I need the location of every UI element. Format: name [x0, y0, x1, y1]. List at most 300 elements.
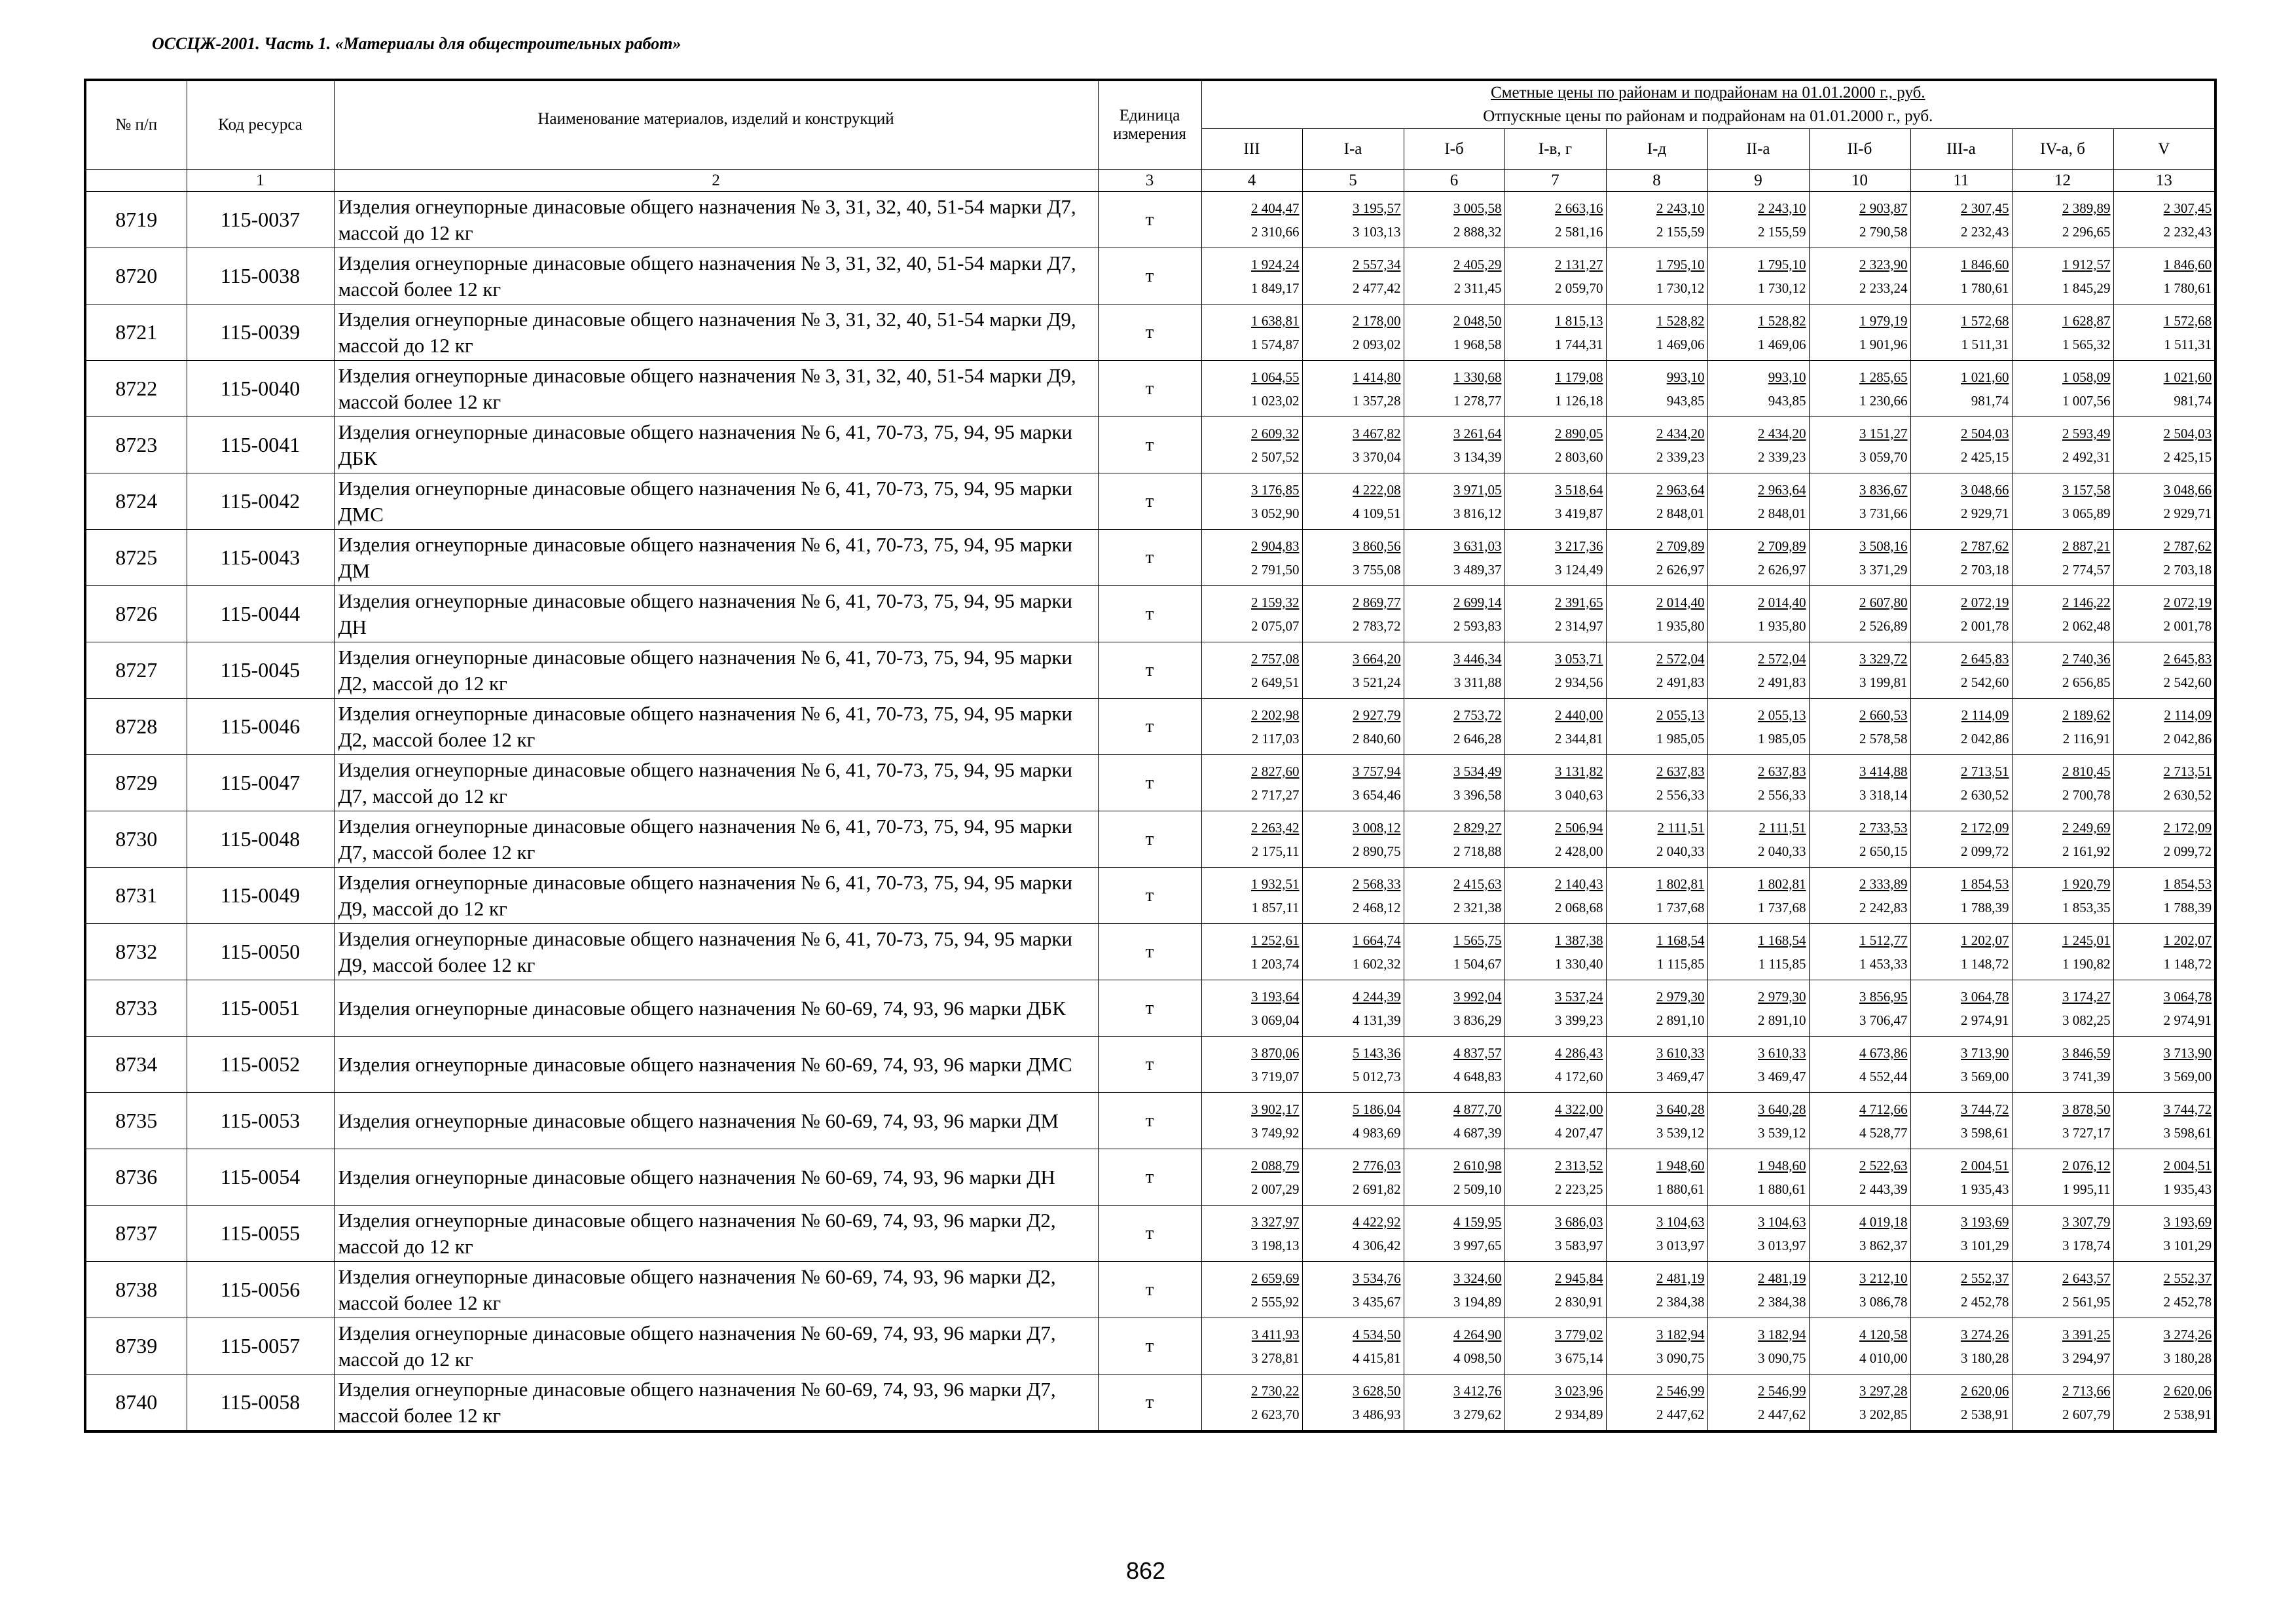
release-price: 2 099,72	[2163, 843, 2212, 859]
price-cell	[1809, 868, 1910, 924]
unit-of-measure: т	[1098, 755, 1201, 811]
price-cell	[1404, 1206, 1504, 1262]
estimated-price: 3 446,34	[1453, 650, 1502, 667]
material-name: Изделия огнеупорные динасовые общего назначения № 3, 31, 32, 40, 51-54 марки Д7, массой более 12 кг	[334, 248, 1098, 304]
table-row	[85, 1206, 2215, 1262]
estimated-price: 3 902,17	[1251, 1101, 1300, 1117]
estimated-price: 993,10	[1768, 369, 1806, 385]
row-number: 8724	[85, 473, 187, 530]
estimated-price: 3 713,90	[1961, 1044, 2009, 1061]
release-price: 2 007,29	[1251, 1181, 1300, 1197]
price-cell	[1809, 1149, 1910, 1206]
table-row	[85, 473, 2215, 530]
estimated-price: 2 713,66	[2062, 1382, 2111, 1399]
price-cell	[1707, 473, 1809, 530]
row-number: 8734	[85, 1037, 187, 1093]
estimated-price: 1 815,13	[1555, 312, 1603, 329]
release-price: 1 935,80	[1758, 618, 1806, 634]
price-cell	[2012, 192, 2113, 248]
estimated-price: 3 131,82	[1555, 763, 1603, 779]
price-cell	[1910, 1262, 2012, 1318]
release-price: 1 023,02	[1251, 392, 1300, 409]
unit-of-measure: т	[1098, 642, 1201, 699]
estimated-price: 2 481,19	[1656, 1270, 1705, 1286]
estimated-price: 1 168,54	[1656, 932, 1705, 948]
estimated-price: 4 019,18	[1859, 1213, 1908, 1230]
price-cell	[1504, 699, 1606, 755]
estimated-price: 3 182,94	[1758, 1326, 1806, 1342]
price-cell	[2012, 1093, 2113, 1149]
estimated-price: 3 176,85	[1251, 481, 1300, 498]
estimated-price: 2 709,89	[1656, 538, 1705, 554]
table-row	[85, 192, 2215, 248]
unit-of-measure: т	[1098, 1149, 1201, 1206]
price-cell	[1302, 1037, 1404, 1093]
estimated-price: 4 264,90	[1453, 1326, 1502, 1342]
release-price: 2 075,07	[1251, 618, 1300, 634]
row-number: 8733	[85, 980, 187, 1037]
table-row	[85, 980, 2215, 1037]
price-cell	[1302, 642, 1404, 699]
release-price: 2 452,78	[1961, 1293, 2009, 1310]
row-number: 8736	[85, 1149, 187, 1206]
material-name: Изделия огнеупорные динасовые общего назначения № 6, 41, 70-73, 75, 94, 95 марки Д2, массой более 12 кг	[334, 699, 1098, 755]
unit-of-measure: т	[1098, 868, 1201, 924]
column-number: 8	[1606, 170, 1707, 192]
price-cell	[1404, 1262, 1504, 1318]
price-cell	[2113, 1149, 2215, 1206]
release-price: 2 491,83	[1758, 674, 1806, 690]
estimated-price: 3 860,56	[1353, 538, 1401, 554]
release-price: 4 983,69	[1353, 1124, 1401, 1141]
release-price: 3 539,12	[1656, 1124, 1705, 1141]
unit-of-measure: т	[1098, 699, 1201, 755]
estimated-price: 4 286,43	[1555, 1044, 1603, 1061]
price-cell	[1201, 1318, 1302, 1375]
material-name: Изделия огнеупорные динасовые общего назначения № 60-69, 74, 93, 96 марки Д7, массой до 12 кг	[334, 1318, 1098, 1375]
estimated-price: 1 846,60	[2163, 256, 2212, 272]
estimated-price: 3 686,03	[1555, 1213, 1603, 1230]
row-number: 8737	[85, 1206, 187, 1262]
price-cell	[2113, 1093, 2215, 1149]
price-cell	[2012, 1206, 2113, 1262]
price-cell	[2012, 361, 2113, 417]
table-row	[85, 248, 2215, 304]
resource-code: 115-0049	[187, 868, 334, 924]
release-price: 3 178,74	[2062, 1237, 2111, 1253]
price-cell	[1302, 586, 1404, 642]
price-cell	[1809, 530, 1910, 586]
release-price: 2 848,01	[1656, 505, 1705, 521]
release-price: 4 648,83	[1453, 1068, 1502, 1084]
price-cell	[1606, 1206, 1707, 1262]
estimated-price: 2 645,83	[1961, 650, 2009, 667]
price-cell	[1910, 642, 2012, 699]
release-price: 1 504,67	[1453, 955, 1502, 972]
release-price: 2 626,97	[1758, 561, 1806, 578]
price-cell	[2012, 755, 2113, 811]
price-cell	[1707, 192, 1809, 248]
release-price: 1 780,61	[1961, 280, 2009, 296]
row-number: 8721	[85, 304, 187, 361]
estimated-price: 3 992,04	[1453, 988, 1502, 1005]
release-price: 1 935,43	[2163, 1181, 2212, 1197]
estimated-price: 2 404,47	[1251, 200, 1300, 216]
release-price: 2 116,91	[2062, 730, 2111, 747]
price-cell	[1404, 192, 1504, 248]
estimated-price: 3 537,24	[1555, 988, 1603, 1005]
estimated-price: 2 389,89	[2062, 200, 2111, 216]
price-cell	[1606, 1149, 1707, 1206]
release-price: 3 101,29	[2163, 1237, 2212, 1253]
release-price: 4 528,77	[1859, 1124, 1908, 1141]
price-cell	[2113, 924, 2215, 980]
price-cell	[1201, 755, 1302, 811]
price-cell	[1201, 304, 1302, 361]
estimated-price: 2 572,04	[1656, 650, 1705, 667]
release-price: 1 357,28	[1353, 392, 1401, 409]
resource-code: 115-0041	[187, 417, 334, 473]
estimated-price: 4 673,86	[1859, 1044, 1908, 1061]
estimated-price: 4 534,50	[1353, 1326, 1401, 1342]
release-price: 3 194,89	[1453, 1293, 1502, 1310]
price-cell	[1201, 924, 1302, 980]
release-price: 2 447,62	[1656, 1406, 1705, 1422]
prices-title-release: Отпускные цены по районам и подрайонам на 01.01.2000 г., руб.	[1483, 107, 1933, 125]
release-price: 2 830,91	[1555, 1293, 1603, 1310]
col-header-unit: Единица измерения	[1098, 80, 1201, 170]
release-price: 2 042,86	[1961, 730, 2009, 747]
estimated-price: 2 111,51	[1657, 819, 1705, 836]
release-price: 2 507,52	[1251, 449, 1300, 465]
estimated-price: 1 528,82	[1656, 312, 1705, 329]
estimated-price: 2 202,98	[1251, 707, 1300, 723]
estimated-price: 1 846,60	[1961, 256, 2009, 272]
estimated-price: 2 405,29	[1453, 256, 1502, 272]
resource-code: 115-0051	[187, 980, 334, 1037]
estimated-price: 2 014,40	[1758, 594, 1806, 610]
release-price: 2 556,33	[1758, 786, 1806, 803]
price-cell	[2113, 192, 2215, 248]
release-price: 3 727,17	[2062, 1124, 2111, 1141]
estimated-price: 2 313,52	[1555, 1157, 1603, 1173]
material-name: Изделия огнеупорные динасовые общего назначения № 60-69, 74, 93, 96 марки ДН	[334, 1149, 1098, 1206]
estimated-price: 4 422,92	[1353, 1213, 1401, 1230]
price-cell	[2012, 980, 2113, 1037]
material-name: Изделия огнеупорные динасовые общего назначения № 6, 41, 70-73, 75, 94, 95 марки Д7, массой более 12 кг	[334, 811, 1098, 868]
release-price: 2 042,86	[2163, 730, 2212, 747]
release-price: 2 538,91	[1961, 1406, 2009, 1422]
table-row	[85, 1037, 2215, 1093]
region-header: I-б	[1404, 129, 1504, 170]
estimated-price: 2 903,87	[1859, 200, 1908, 216]
row-number: 8719	[85, 192, 187, 248]
release-price: 1 880,61	[1656, 1181, 1705, 1197]
release-price: 2 848,01	[1758, 505, 1806, 521]
estimated-price: 3 664,20	[1353, 650, 1401, 667]
price-cell	[1504, 1262, 1606, 1318]
price-cell	[1910, 1318, 2012, 1375]
release-price: 5 012,73	[1353, 1068, 1401, 1084]
release-price: 2 233,24	[1859, 280, 1908, 296]
price-cell	[1606, 1318, 1707, 1375]
estimated-price: 2 072,19	[2163, 594, 2212, 610]
estimated-price: 2 660,53	[1859, 707, 1908, 723]
table-row	[85, 1149, 2215, 1206]
price-cell	[1504, 1149, 1606, 1206]
estimated-price: 2 263,42	[1251, 819, 1300, 836]
material-name: Изделия огнеупорные динасовые общего назначения № 6, 41, 70-73, 75, 94, 95 марки ДМС	[334, 473, 1098, 530]
release-price: 3 090,75	[1656, 1350, 1705, 1366]
release-price: 2 339,23	[1656, 449, 1705, 465]
estimated-price: 4 222,08	[1353, 481, 1401, 498]
release-price: 2 232,43	[2163, 223, 2212, 240]
price-cell	[1504, 1318, 1606, 1375]
estimated-price: 2 522,63	[1859, 1157, 1908, 1173]
price-cell	[1707, 1375, 1809, 1432]
price-cell	[1910, 586, 2012, 642]
release-price: 2 934,89	[1555, 1406, 1603, 1422]
price-cell	[2012, 1149, 2113, 1206]
estimated-price: 2 178,00	[1353, 312, 1401, 329]
price-cell	[1707, 586, 1809, 642]
price-cell	[2113, 1262, 2215, 1318]
price-cell	[1809, 980, 1910, 1037]
release-price: 1 849,17	[1251, 280, 1300, 296]
running-header: ОССЦЖ-2001. Часть 1. «Материалы для общестроительных работ»	[152, 34, 682, 53]
release-price: 1 148,72	[1961, 955, 2009, 972]
price-cell	[1910, 361, 2012, 417]
price-cell	[2113, 868, 2215, 924]
price-cell	[1809, 699, 1910, 755]
release-price: 2 803,60	[1555, 449, 1603, 465]
release-price: 1 788,39	[2163, 899, 2212, 915]
estimated-price: 993,10	[1666, 369, 1705, 385]
estimated-price: 3 640,28	[1656, 1101, 1705, 1117]
estimated-price: 3 274,26	[2163, 1326, 2212, 1342]
release-price: 3 435,67	[1353, 1293, 1401, 1310]
price-cell	[1302, 1262, 1404, 1318]
table-row	[85, 1318, 2215, 1375]
price-cell	[1707, 1262, 1809, 1318]
price-cell	[1201, 1093, 1302, 1149]
price-cell	[1910, 248, 2012, 304]
release-price: 2 428,00	[1555, 843, 1603, 859]
release-price: 2 059,70	[1555, 280, 1603, 296]
price-cell	[1404, 1149, 1504, 1206]
estimated-price: 5 143,36	[1353, 1044, 1401, 1061]
price-cell	[1707, 304, 1809, 361]
price-cell	[2113, 642, 2215, 699]
price-cell	[1302, 473, 1404, 530]
price-cell	[1809, 1093, 1910, 1149]
release-price: 2 656,85	[2062, 674, 2111, 690]
resource-code: 115-0055	[187, 1206, 334, 1262]
price-cell	[1809, 642, 1910, 699]
price-cell	[2113, 755, 2215, 811]
estimated-price: 2 730,22	[1251, 1382, 1300, 1399]
estimated-price: 2 172,09	[1961, 819, 2009, 836]
release-price: 2 891,10	[1656, 1012, 1705, 1028]
release-price: 4 207,47	[1555, 1124, 1603, 1141]
price-cell	[1404, 811, 1504, 868]
estimated-price: 2 637,83	[1758, 763, 1806, 779]
release-price: 2 607,79	[2062, 1406, 2111, 1422]
estimated-price: 1 202,07	[2163, 932, 2212, 948]
price-cell	[1302, 1375, 1404, 1432]
material-name: Изделия огнеупорные динасовые общего назначения № 6, 41, 70-73, 75, 94, 95 марки ДБК	[334, 417, 1098, 473]
estimated-price: 2 610,98	[1453, 1157, 1502, 1173]
estimated-price: 2 757,08	[1251, 650, 1300, 667]
release-price: 2 443,39	[1859, 1181, 1908, 1197]
price-cell	[1606, 1375, 1707, 1432]
estimated-price: 2 663,16	[1555, 200, 1603, 216]
release-price: 2 555,92	[1251, 1293, 1300, 1310]
row-number: 8728	[85, 699, 187, 755]
price-cell	[1707, 699, 1809, 755]
release-price: 2 491,83	[1656, 674, 1705, 690]
release-price: 3 180,28	[2163, 1350, 2212, 1366]
estimated-price: 3 744,72	[1961, 1101, 2009, 1117]
release-price: 1 565,32	[2062, 336, 2111, 352]
price-cell	[1504, 304, 1606, 361]
estimated-price: 1 948,60	[1758, 1157, 1806, 1173]
price-cell	[2113, 417, 2215, 473]
release-price: 3 294,97	[2062, 1350, 2111, 1366]
estimated-price: 3 151,27	[1859, 425, 1908, 441]
price-cell	[1404, 642, 1504, 699]
estimated-price: 2 434,20	[1656, 425, 1705, 441]
estimated-price: 1 802,81	[1758, 876, 1806, 892]
estimated-price: 1 628,87	[2062, 312, 2111, 329]
price-cell	[2012, 1375, 2113, 1432]
region-header: I-в, г	[1504, 129, 1606, 170]
release-price: 4 109,51	[1353, 505, 1401, 521]
estimated-price: 3 518,64	[1555, 481, 1603, 498]
price-cell	[2113, 248, 2215, 304]
row-number: 8739	[85, 1318, 187, 1375]
release-price: 1 730,12	[1758, 280, 1806, 296]
price-cell	[1404, 417, 1504, 473]
release-price: 4 306,42	[1353, 1237, 1401, 1253]
estimated-price: 2 810,45	[2062, 763, 2111, 779]
price-cell	[1606, 473, 1707, 530]
estimated-price: 2 055,13	[1656, 707, 1705, 723]
release-price: 2 425,15	[1961, 449, 2009, 465]
price-cell	[1404, 473, 1504, 530]
release-price: 3 371,29	[1859, 561, 1908, 578]
price-cell	[2012, 473, 2113, 530]
material-name: Изделия огнеупорные динасовые общего назначения № 60-69, 74, 93, 96 марки ДБК	[334, 980, 1098, 1037]
price-cell	[1201, 699, 1302, 755]
release-price: 3 101,29	[1961, 1237, 2009, 1253]
price-cell	[2012, 248, 2113, 304]
release-price: 1 453,33	[1859, 955, 1908, 972]
price-cell	[1606, 1037, 1707, 1093]
release-price: 1 115,85	[1656, 955, 1705, 972]
estimated-price: 2 172,09	[2163, 819, 2212, 836]
release-price: 1 995,11	[2062, 1181, 2111, 1197]
estimated-price: 3 329,72	[1859, 650, 1908, 667]
release-price: 2 626,97	[1656, 561, 1705, 578]
price-cell	[1606, 586, 1707, 642]
estimated-price: 2 048,50	[1453, 312, 1502, 329]
resource-code: 115-0047	[187, 755, 334, 811]
estimated-price: 1 565,75	[1453, 932, 1502, 948]
estimated-price: 3 534,49	[1453, 763, 1502, 779]
material-name: Изделия огнеупорные динасовые общего назначения № 6, 41, 70-73, 75, 94, 95 марки Д9, массой до 12 кг	[334, 868, 1098, 924]
resource-code: 115-0040	[187, 361, 334, 417]
release-price: 3 569,00	[2163, 1068, 2212, 1084]
region-header: IV-а, б	[2012, 129, 2113, 170]
row-number: 8731	[85, 868, 187, 924]
estimated-price: 3 610,33	[1758, 1044, 1806, 1061]
material-name: Изделия огнеупорные динасовые общего назначения № 6, 41, 70-73, 75, 94, 95 марки ДН	[334, 586, 1098, 642]
release-price: 2 001,78	[1961, 618, 2009, 634]
release-price: 1 511,31	[2164, 336, 2212, 352]
col-header-code: Код ресурса	[187, 80, 334, 170]
estimated-price: 2 391,65	[1555, 594, 1603, 610]
estimated-price: 3 411,93	[1251, 1326, 1300, 1342]
release-price: 2 477,42	[1353, 280, 1401, 296]
price-cell	[2012, 1037, 2113, 1093]
estimated-price: 1 638,81	[1251, 312, 1300, 329]
estimated-price: 3 193,69	[2163, 1213, 2212, 1230]
estimated-price: 2 557,34	[1353, 256, 1401, 272]
unit-of-measure: т	[1098, 924, 1201, 980]
estimated-price: 2 504,03	[1961, 425, 2009, 441]
release-price: 3 741,39	[2062, 1068, 2111, 1084]
table-row	[85, 924, 2215, 980]
estimated-price: 2 323,90	[1859, 256, 1908, 272]
release-price: 1 935,43	[1961, 1181, 2009, 1197]
price-cell	[1707, 924, 1809, 980]
estimated-price: 3 713,90	[2163, 1044, 2212, 1061]
estimated-price: 1 202,07	[1961, 932, 2009, 948]
release-price: 2 117,03	[1251, 730, 1300, 747]
estimated-price: 2 131,27	[1555, 256, 1603, 272]
estimated-price: 2 776,03	[1353, 1157, 1401, 1173]
price-cell	[2113, 811, 2215, 868]
release-price: 2 155,59	[1656, 223, 1705, 240]
release-price: 2 929,71	[1961, 505, 2009, 521]
estimated-price: 2 620,06	[2163, 1382, 2212, 1399]
estimated-price: 3 327,97	[1251, 1213, 1300, 1230]
estimated-price: 3 261,64	[1453, 425, 1502, 441]
estimated-price: 1 058,09	[2062, 369, 2111, 385]
release-price: 2 774,57	[2062, 561, 2111, 578]
estimated-price: 2 740,36	[2062, 650, 2111, 667]
price-cell	[1910, 1093, 2012, 1149]
price-cell	[1404, 530, 1504, 586]
resource-code: 115-0044	[187, 586, 334, 642]
estimated-price: 4 712,66	[1859, 1101, 1908, 1117]
price-cell	[1201, 980, 1302, 1037]
release-price: 1 230,66	[1859, 392, 1908, 409]
release-price: 3 199,81	[1859, 674, 1908, 690]
estimated-price: 2 890,05	[1555, 425, 1603, 441]
price-cell	[1910, 699, 2012, 755]
estimated-price: 3 757,94	[1353, 763, 1401, 779]
estimated-price: 3 836,67	[1859, 481, 1908, 498]
price-cell	[2012, 924, 2113, 980]
price-cell	[1809, 1318, 1910, 1375]
price-cell	[1302, 755, 1404, 811]
release-price: 3 598,61	[1961, 1124, 2009, 1141]
release-price: 3 082,25	[2062, 1012, 2111, 1028]
material-name: Изделия огнеупорные динасовые общего назначения № 6, 41, 70-73, 75, 94, 95 марки Д7, массой до 12 кг	[334, 755, 1098, 811]
row-number: 8730	[85, 811, 187, 868]
